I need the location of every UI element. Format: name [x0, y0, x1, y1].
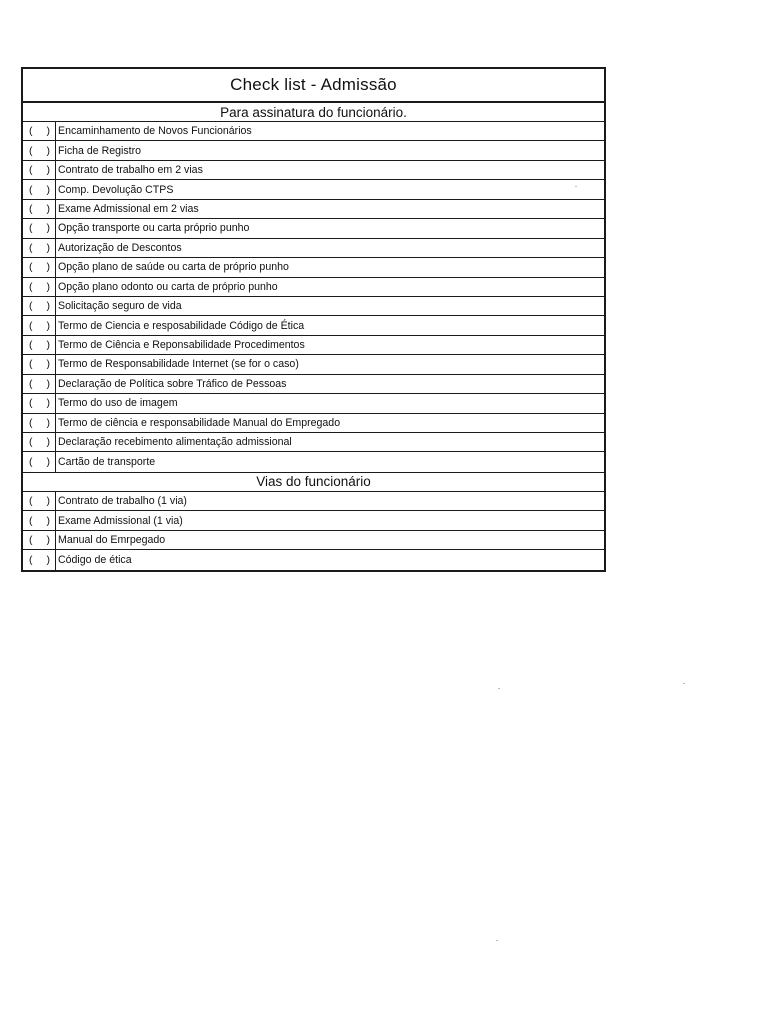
checklist-row — [23, 122, 604, 141]
close-paren: ) — [46, 222, 50, 235]
checkbox-parentheses[interactable] — [23, 550, 56, 569]
checklist-row — [23, 161, 604, 180]
checklist-item-label: Contrato de trabalho (1 via) — [58, 495, 187, 508]
checklist-item-label: Contrato de trabalho em 2 vias — [58, 164, 203, 177]
open-paren: ( — [29, 164, 33, 177]
close-paren: ) — [46, 339, 50, 352]
checkbox-parentheses[interactable] — [23, 394, 56, 412]
checkbox-parentheses[interactable] — [23, 316, 56, 334]
open-paren: ( — [29, 241, 33, 254]
open-paren: ( — [29, 495, 33, 508]
checkbox-parentheses[interactable] — [23, 239, 56, 257]
checkbox-parentheses[interactable] — [23, 492, 56, 510]
open-paren: ( — [29, 514, 33, 527]
checklist-item-label: Declaração recebimento alimentação admissional — [58, 436, 292, 449]
checklist-row — [23, 258, 604, 277]
checklist-row — [23, 375, 604, 394]
checkbox-parentheses[interactable] — [23, 180, 56, 198]
checklist-row — [23, 550, 604, 569]
checklist-row — [23, 452, 604, 471]
close-paren: ) — [46, 416, 50, 429]
close-paren: ) — [46, 377, 50, 390]
section-items — [23, 122, 604, 472]
checklist-item-label: Termo do uso de imagem — [58, 397, 178, 410]
close-paren: ) — [46, 164, 50, 177]
checklist-item-label: Declaração de Política sobre Tráfico de Pessoas — [58, 377, 287, 390]
close-paren: ) — [46, 183, 50, 196]
checklist-row — [23, 433, 604, 452]
checklist-item-label: Exame Admissional (1 via) — [58, 514, 183, 527]
checkbox-parentheses[interactable] — [23, 161, 56, 179]
close-paren: ) — [46, 495, 50, 508]
checklist-item-label: Encaminhamento de Novos Funcionários — [58, 125, 252, 138]
close-paren: ) — [46, 300, 50, 313]
close-paren: ) — [46, 456, 50, 469]
checklist-item-label: Cartão de transporte — [58, 456, 156, 469]
close-paren: ) — [46, 261, 50, 274]
checkbox-parentheses[interactable] — [23, 122, 56, 140]
open-paren: ( — [29, 261, 33, 274]
open-paren: ( — [29, 456, 33, 469]
checklist-row — [23, 219, 604, 238]
close-paren: ) — [46, 358, 50, 371]
admission-checklist-table — [21, 67, 606, 572]
close-paren: ) — [46, 144, 50, 157]
checklist-row — [23, 141, 604, 160]
checkbox-parentheses[interactable] — [23, 433, 56, 451]
checklist-item-label: Opção transporte ou carta próprio punho — [58, 222, 250, 235]
close-paren: ) — [46, 202, 50, 215]
checklist-row — [23, 492, 604, 511]
close-paren: ) — [46, 514, 50, 527]
checkbox-parentheses[interactable] — [23, 258, 56, 276]
open-paren: ( — [29, 202, 33, 215]
checkbox-parentheses[interactable] — [23, 297, 56, 315]
close-paren: ) — [46, 280, 50, 293]
checkbox-parentheses[interactable] — [23, 375, 56, 393]
checklist-row — [23, 336, 604, 355]
checkbox-parentheses[interactable] — [23, 452, 56, 471]
open-paren: ( — [29, 144, 33, 157]
checklist-item-label: Termo de Responsabilidade Internet (se for o caso) — [58, 358, 299, 371]
checklist-item-label: Termo de Ciencia e resposabilidade Código de Ética — [58, 319, 305, 332]
section-header: Para assinatura do funcionário. — [23, 103, 604, 122]
checklist-row — [23, 316, 604, 335]
checklist-row — [23, 355, 604, 374]
checklist-item-label: Termo de Ciência e Reponsabilidade Procedimentos — [58, 339, 305, 352]
close-paren: ) — [46, 553, 50, 566]
checklist-item-label: Opção plano de saúde ou carta de próprio punho — [58, 261, 289, 274]
open-paren: ( — [29, 222, 33, 235]
checklist-row — [23, 297, 604, 316]
checklist-row — [23, 414, 604, 433]
checklist-item-label: Comp. Devolução CTPS — [58, 183, 174, 196]
open-paren: ( — [29, 125, 33, 138]
checkbox-parentheses[interactable] — [23, 278, 56, 296]
checklist-item-label: Manual do Emrpegado — [58, 533, 166, 546]
section-items — [23, 492, 604, 570]
checkbox-parentheses[interactable] — [23, 200, 56, 218]
checklist-sections — [23, 103, 604, 570]
open-paren: ( — [29, 416, 33, 429]
checklist-row — [23, 239, 604, 258]
close-paren: ) — [46, 397, 50, 410]
open-paren: ( — [29, 553, 33, 566]
checklist-row — [23, 278, 604, 297]
checklist-row — [23, 200, 604, 219]
checklist-row — [23, 180, 604, 199]
checklist-item-label: Ficha de Registro — [58, 144, 142, 157]
close-paren: ) — [46, 319, 50, 332]
checklist-row — [23, 531, 604, 550]
checkbox-parentheses[interactable] — [23, 355, 56, 373]
open-paren: ( — [29, 397, 33, 410]
scan-speck — [683, 683, 685, 684]
checkbox-parentheses[interactable] — [23, 531, 56, 549]
checkbox-parentheses[interactable] — [23, 511, 56, 529]
checklist-item-label: Autorização de Descontos — [58, 241, 182, 254]
open-paren: ( — [29, 280, 33, 293]
close-paren: ) — [46, 436, 50, 449]
open-paren: ( — [29, 533, 33, 546]
checklist-item-label: Opção plano odonto ou carta de próprio punho — [58, 280, 278, 293]
open-paren: ( — [29, 183, 33, 196]
checklist-row — [23, 394, 604, 413]
open-paren: ( — [29, 339, 33, 352]
section-header: Vias do funcionário — [23, 472, 604, 492]
open-paren: ( — [29, 377, 33, 390]
checkbox-parentheses[interactable] — [23, 414, 56, 432]
checkbox-parentheses[interactable] — [23, 336, 56, 354]
close-paren: ) — [46, 533, 50, 546]
scan-speck — [575, 186, 577, 187]
checklist-item-label: Exame Admissional em 2 vias — [58, 202, 199, 215]
checkbox-parentheses[interactable] — [23, 219, 56, 237]
open-paren: ( — [29, 319, 33, 332]
scan-speck — [496, 940, 498, 941]
checkbox-parentheses[interactable] — [23, 141, 56, 159]
close-paren: ) — [46, 125, 50, 138]
checklist-title: Check list - Admissão — [23, 69, 604, 103]
checklist-item-label: Termo de ciência e responsabilidade Manual do Empregado — [58, 416, 341, 429]
checklist-item-label: Código de ética — [58, 553, 132, 566]
open-paren: ( — [29, 358, 33, 371]
open-paren: ( — [29, 436, 33, 449]
checklist-row — [23, 511, 604, 530]
close-paren: ) — [46, 241, 50, 254]
scan-speck — [498, 688, 500, 689]
checklist-item-label: Solicitação seguro de vida — [58, 300, 182, 313]
open-paren: ( — [29, 300, 33, 313]
